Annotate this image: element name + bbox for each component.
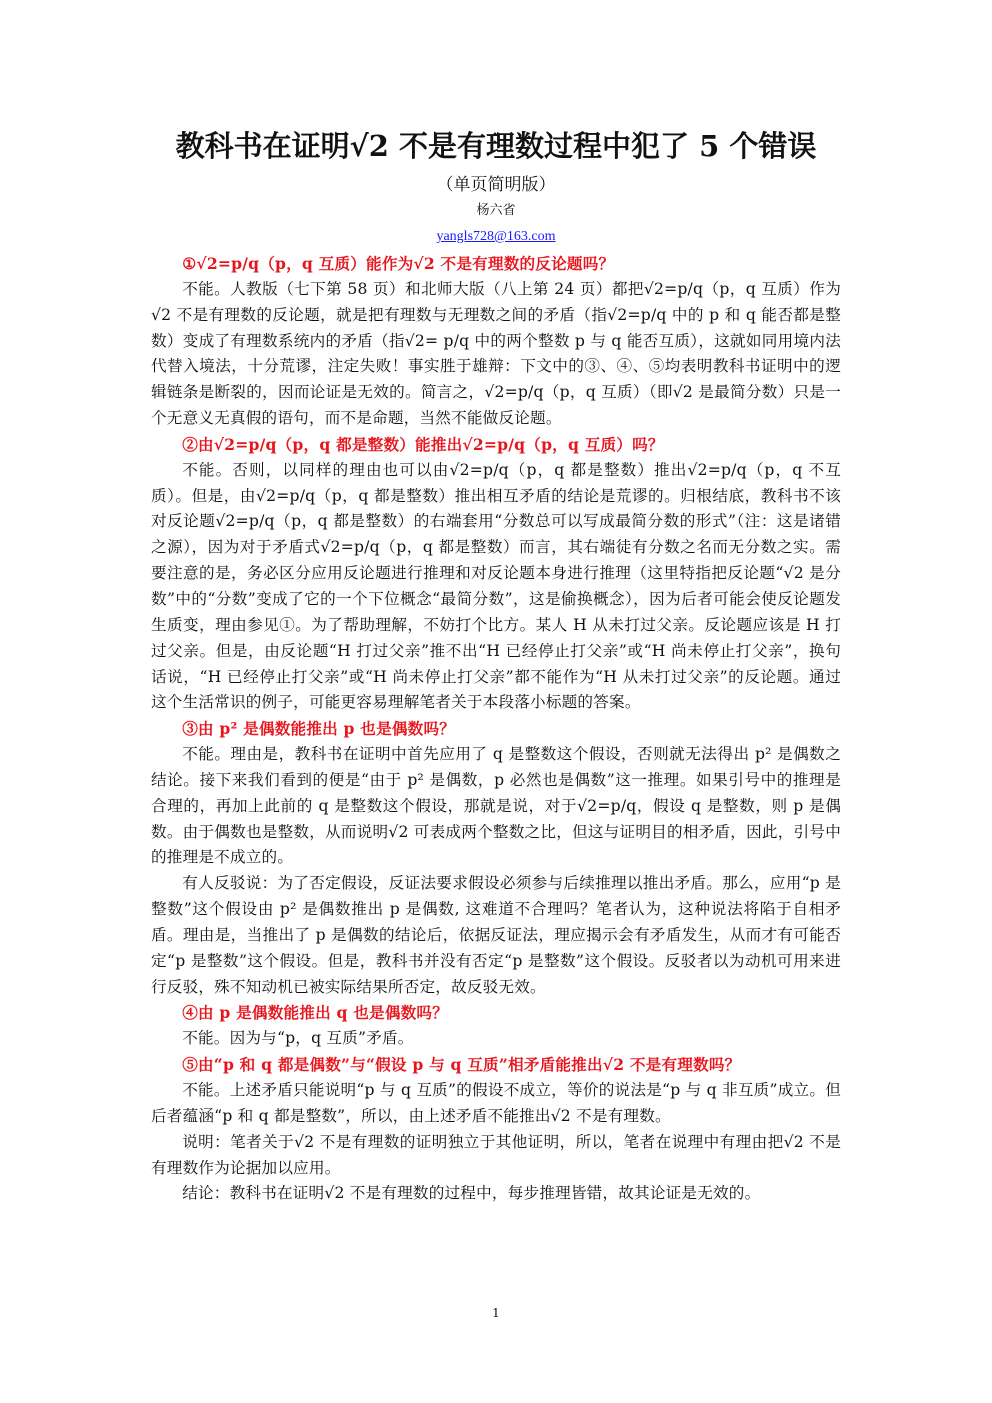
section-3-paragraph-2: 有人反驳说：为了否定假设，反证法要求假设必须参与后续推理以推出矛盾。那么，应用“p 是整数”这个假设由 p² 是偶数推出 p 是偶数, 这难道不合理吗？笔者认为，这种说法将陷于自相矛盾。理由是，当推出了 p 是偶数的结论后，依据反证法，理应揭示会有矛盾发生，从而才有可能否定“p 是整数”这个假设。但是，教科书并没有否定“p 是整数”这个假设。反驳者以为动机可用来进行反驳，殊不知动机已被实际结果所否定，故反驳无效。 <box>151 874 841 996</box>
section-2-paragraph-1: 不能。否则，以同样的理由也可以由√2=p/q（p，q 都是整数）推出√2=p/q（p，q 不互质）。但是，由√2=p/q（p，q 都是整数）推出相互矛盾的结论是荒谬的。归根结底，教科书不该对反论题√2=p/q（p，q 都是整数）的右端套用“分数总可以写成最简分数的形式”（注：这是诸错之源），因为对于矛盾式√2=p/q（p，q 都是整数）而言，其右端徒有分数之名而无分数之实。需要注意的是，务必区分应用反论题进行推理和对反论题本身进行推理（这里特指把反论题“√2 是分数”中的“分数”变成了它的一个下位概念“最简分数”，这是偷换概念），因为后者可能会使反论题发生质变，理由参见①。为了帮助理解，不妨打个比方。某人 H 从未打过父亲。反论题应该是 H 打过父亲。但是，由反论题“H 打过父亲”推不出“H 已经停止打父亲”或“H 尚未停止打父亲”，换句话说，“H 已经停止打父亲”或“H 尚未停止打父亲”都不能作为“H 从未打过父亲”的反论题。通过这个生活常识的例子，可能更容易理解笔者关于本段落小标题的答案。 <box>151 460 841 712</box>
article-body <box>151 251 841 1207</box>
author-email <box>0 226 992 248</box>
section-3-heading: ③由 p² 是偶数能推出 p 也是偶数吗？ <box>182 719 456 739</box>
conclusion-paragraph: 结论：教科书在证明√2 不是有理数的过程中，每步推理皆错，故其论证是无效的。 <box>182 1184 761 1203</box>
document-subtitle: （单页简明版） <box>436 175 556 195</box>
page-number: 1 <box>492 1306 500 1320</box>
section-5-heading: ⑤由“p 和 q 都是偶数”与“假设 p 与 q 互质”相矛盾能推出√2 不是有理数吗？ <box>182 1055 741 1075</box>
email-link[interactable]: yangls728@163.com <box>436 229 556 244</box>
section-4-heading: ④由 p 是偶数能推出 q 也是偶数吗？ <box>182 1003 449 1023</box>
section-2-heading: ②由√2=p/q（p，q 都是整数）能推出√2=p/q（p，q 互质）吗？ <box>182 434 664 454</box>
document-title: 教科书在证明√2 不是有理数过程中犯了 5 个错误 <box>175 129 817 163</box>
section-5-paragraph-1: 不能。上述矛盾只能说明“p 与 q 互质”的假设不成立，等价的说法是“p 与 q 非互质”成立。但后者蕴涵“p 和 q 都是整数”，所以，由上述矛盾不能推出√2 不是有理数。 <box>151 1081 841 1125</box>
author-name: 杨六省 <box>476 203 516 218</box>
section-1-heading: ①√2=p/q（p，q 互质）能作为√2 不是有理数的反论题吗？ <box>182 254 615 273</box>
section-1-paragraph-1: 不能。人教版（七下第 58 页）和北师大版（八上第 24 页）都把√2=p/q（p，q 互质）作为√2 不是有理数的反论题，就是把有理数与无理数之间的矛盾（指√2=p/q 中的 p 和 q 能否都是整数）变成了有理数系统内的矛盾（指√2= p/q 中的两个整数 p 与 q 能否互质），这就如同用境内法代替入境法，十分荒谬，注定失败！事实胜于雄辩：下文中的③、④、⑤均表明教科书证明中的逻辑链条是断裂的，因而论证是无效的。简言之，√2=p/q（p，q 互质）（即√2 是最简分数）只是一个无意义无真假的语句，而不是命题，当然不能做反论题。 <box>151 279 841 428</box>
section-4-paragraph-1: 不能。因为与“p，q 互质”矛盾。 <box>182 1029 414 1048</box>
section-3-paragraph-1: 不能。理由是，教科书在证明中首先应用了 q 是整数这个假设，否则就无法得出 p² 是偶数之结论。接下来我们看到的便是“由于 p² 是偶数，p 必然也是偶数”这一推理。如果引号中的推理是合理的，再加上此前的 q 是整数这个假设，那就是说，对于√2=p/q，假设 q 是整数，则 p 是偶数。由于偶数也是整数，从而说明√2 可表成两个整数之比，但这与证明目的相矛盾，因此，引号中的推理是不成立的。 <box>151 745 841 867</box>
note-paragraph: 说明：笔者关于√2 不是有理数的证明独立于其他证明，所以，笔者在说理中有理由把√2 不是有理数作为论据加以应用。 <box>151 1132 841 1177</box>
